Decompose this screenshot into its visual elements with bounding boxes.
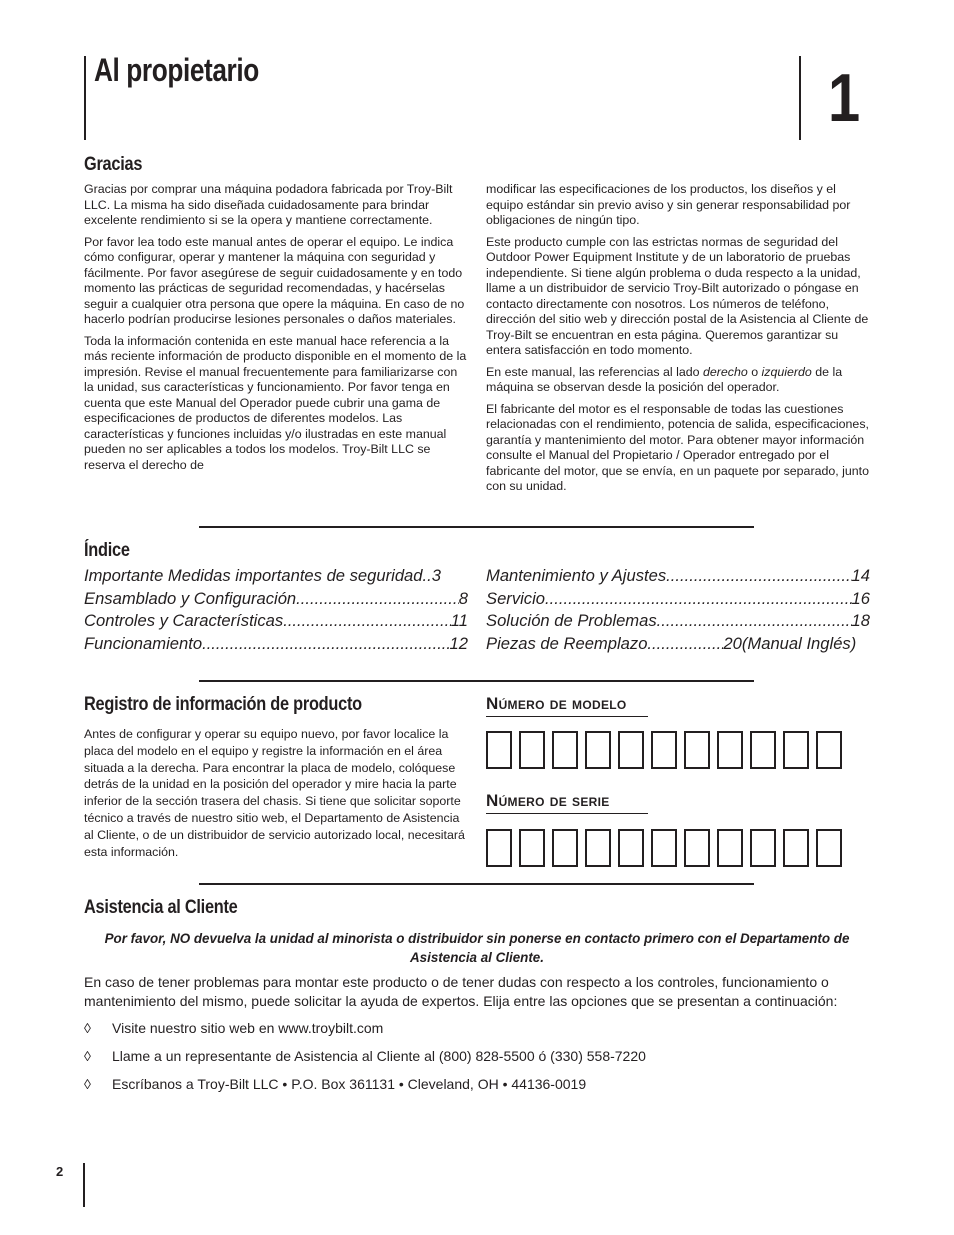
serial-number-underline (486, 813, 648, 814)
gracias-paragraph-7: El fabricante del motor es el responsable de todas las cuestiones relacionadas con el rendimiento, potencia de salida, especificaciones, garantía y mantenimiento del motor. Para obtener mayor información consulte el Manual del Propietario / Operador entregado por el fabricante del motor, que se envía, en un paquete por separado, junto con su unidad. (486, 401, 870, 493)
diamond-bullet-icon: ◊ (84, 1076, 91, 1092)
toc-item-ensamblado[interactable]: Ensamblado y Configuración ..... 8 (84, 588, 468, 611)
page-number: 2 (56, 1164, 64, 1179)
indice-heading: Índice (84, 540, 130, 561)
gracias-heading: Gracias (84, 154, 143, 175)
model-box-6[interactable] (651, 731, 677, 769)
divider-2 (199, 680, 754, 682)
divider-1 (199, 526, 754, 528)
footer-rule (83, 1163, 85, 1207)
serial-box-7[interactable] (684, 829, 710, 867)
serial-box-1[interactable] (486, 829, 512, 867)
model-box-10[interactable] (783, 731, 809, 769)
asistencia-text: En caso de tener problemas para montar este producto o de tener dudas con respecto a los controles, funcionamiento o mantenimiento del mismo, puede solicitar la ayuda de expertos. Elija entre las opciones que se presentan a continuación: (84, 974, 838, 1009)
gracias-paragraph-5: Este producto cumple con las estrictas normas de seguridad del Outdoor Power Equipment Institute y de un laboratorio de pruebas independiente. Si tiene algún problema o duda respecto a la unidad, llame a un distribuidor de servicio Troy-Bilt autorizado o póngase en contacto directamente con nosotros. Los números de teléfono, dirección del sitio web y dirección postal de la Asistencia al Cliente de Troy-Bilt se encuentran en esta página. Queremos garantizar su entera satisfacción en todo momento. (486, 234, 869, 357)
model-box-7[interactable] (684, 731, 710, 769)
serial-box-4[interactable] (585, 829, 611, 867)
serial-box-10[interactable] (783, 829, 809, 867)
diamond-bullet-icon: ◊ (84, 1020, 91, 1036)
serial-box-5[interactable] (618, 829, 644, 867)
asistencia-heading: Asistencia al Cliente (84, 897, 238, 918)
gracias-paragraph-6: En este manual, las referencias al lado derecho o izquierdo de la máquina se observan desde la posición del operador. (486, 364, 843, 394)
bullet-phone (84, 1048, 646, 1064)
bullet-text: Escríbanos a Troy-Bilt LLC • P.O. Box 361131 • Cleveland, OH • 44136-0019 (112, 1076, 587, 1092)
registro-text: Antes de configurar y operar su equipo nuevo, por favor localice la placa del modelo en el equipo y registre la información en el área situada a la derecha. Para encontrar la placa de modelo, colóquese detrás de la unidad en la posición del operador y mire hacia la parte inferior de la sección trasera del chasis. Si tiene que solicitar soporte técnico a través de nuestro sitio web, el Departamento de Asistencia al Cliente, o de un distribuidor de servicio autorizado local, necesitará esta información. (84, 727, 465, 859)
model-number-underline (486, 716, 648, 717)
chapter-number: 1 (828, 60, 861, 136)
toc-item-mantenimiento[interactable]: Mantenimiento y Ajustes ..... 14 (486, 565, 870, 588)
model-number-label: Número de modelo (486, 694, 627, 713)
page-title: Al propietario (94, 52, 259, 88)
model-box-5[interactable] (618, 731, 644, 769)
divider-3 (199, 883, 754, 885)
registro-heading: Registro de información de producto (84, 694, 362, 715)
toc-item-controles[interactable]: Controles y Características ..... 11 (84, 610, 468, 633)
serial-box-8[interactable] (717, 829, 743, 867)
bullet-website (84, 1020, 383, 1036)
toc-item-seguridad[interactable]: Importante Medidas importantes de seguridad.. 3 (84, 566, 441, 585)
serial-box-11[interactable] (816, 829, 842, 867)
model-box-1[interactable] (486, 731, 512, 769)
model-box-8[interactable] (717, 731, 743, 769)
toc-item-funcionamiento[interactable]: Funcionamiento ..... 12 (84, 633, 468, 656)
bullet-text: Llame a un representante de Asistencia al Cliente al (800) 828-5500 ó (330) 558-7220 (112, 1048, 646, 1064)
toc-item-piezas[interactable]: Piezas de Reemplazo ..... 20(Manual Inglés) (486, 633, 870, 656)
title-rule-right (799, 56, 801, 140)
serial-box-6[interactable] (651, 829, 677, 867)
bullet-mail (84, 1076, 586, 1092)
gracias-paragraph-2: Por favor lea todo este manual antes de operar el equipo. Le indica cómo configurar, operar y mantener la máquina con seguridad y fácilmente. Por favor asegúrese de seguir cuidadosamente y en todo momento las prácticas de seguridad recomendadas, y hacérselas seguir a cualquier otra persona que opere la máquina. En caso de no hacerlo podrían producirse lesiones personales o daños materiales. (84, 234, 465, 326)
serial-number-label: Número de serie (486, 791, 610, 810)
model-box-3[interactable] (552, 731, 578, 769)
model-number-boxes[interactable] (486, 731, 842, 769)
gracias-paragraph-1: Gracias por comprar una máquina podadora fabricada por Troy-Bilt LLC. La misma ha sido diseñada cuidadosamente para brindar excelente rendimiento si se la opera y mantiene correctamente. (84, 182, 453, 227)
toc-item-solucion[interactable]: Solución de Problemas ..... 18 (486, 610, 870, 633)
gracias-paragraph-4: modificar las especificaciones de los productos, los diseños y el equipo estándar sin previo aviso y sin generar responsabilidad por obligaciones de ningún tipo. (486, 182, 851, 227)
serial-number-boxes[interactable] (486, 829, 842, 867)
serial-box-2[interactable] (519, 829, 545, 867)
model-box-4[interactable] (585, 731, 611, 769)
serial-box-9[interactable] (750, 829, 776, 867)
model-box-11[interactable] (816, 731, 842, 769)
bullet-text[interactable]: Visite nuestro sitio web en www.troybilt.com (112, 1020, 384, 1036)
title-rule-left (84, 56, 86, 140)
asistencia-note: Por favor, NO devuelva la unidad al minorista o distribuidor sin ponerse en contacto primero con el Departamento de Asistencia al Cliente. (104, 931, 850, 965)
gracias-paragraph-3: Toda la información contenida en este manual hace referencia a la más reciente información de producto disponible en el momento de la impresión. Revise el manual frecuentemente para familiarizarse con la unidad, sus características y funcionamiento. Por favor tenga en cuenta que este Manual del Operador puede cubrir una gama de especificaciones de productos de diferentes modelos. Las características y funciones incluidas y/o ilustradas en este manual pueden no ser aplicables a todos los modelos. Troy-Bilt LLC se reserva el derecho de (84, 333, 467, 472)
gracias-left-column (84, 182, 468, 479)
gracias-right-column (486, 182, 872, 501)
toc-item-servicio[interactable]: Servicio ..... 16 (486, 588, 870, 611)
serial-box-3[interactable] (552, 829, 578, 867)
diamond-bullet-icon: ◊ (84, 1048, 91, 1064)
model-box-2[interactable] (519, 731, 545, 769)
model-box-9[interactable] (750, 731, 776, 769)
